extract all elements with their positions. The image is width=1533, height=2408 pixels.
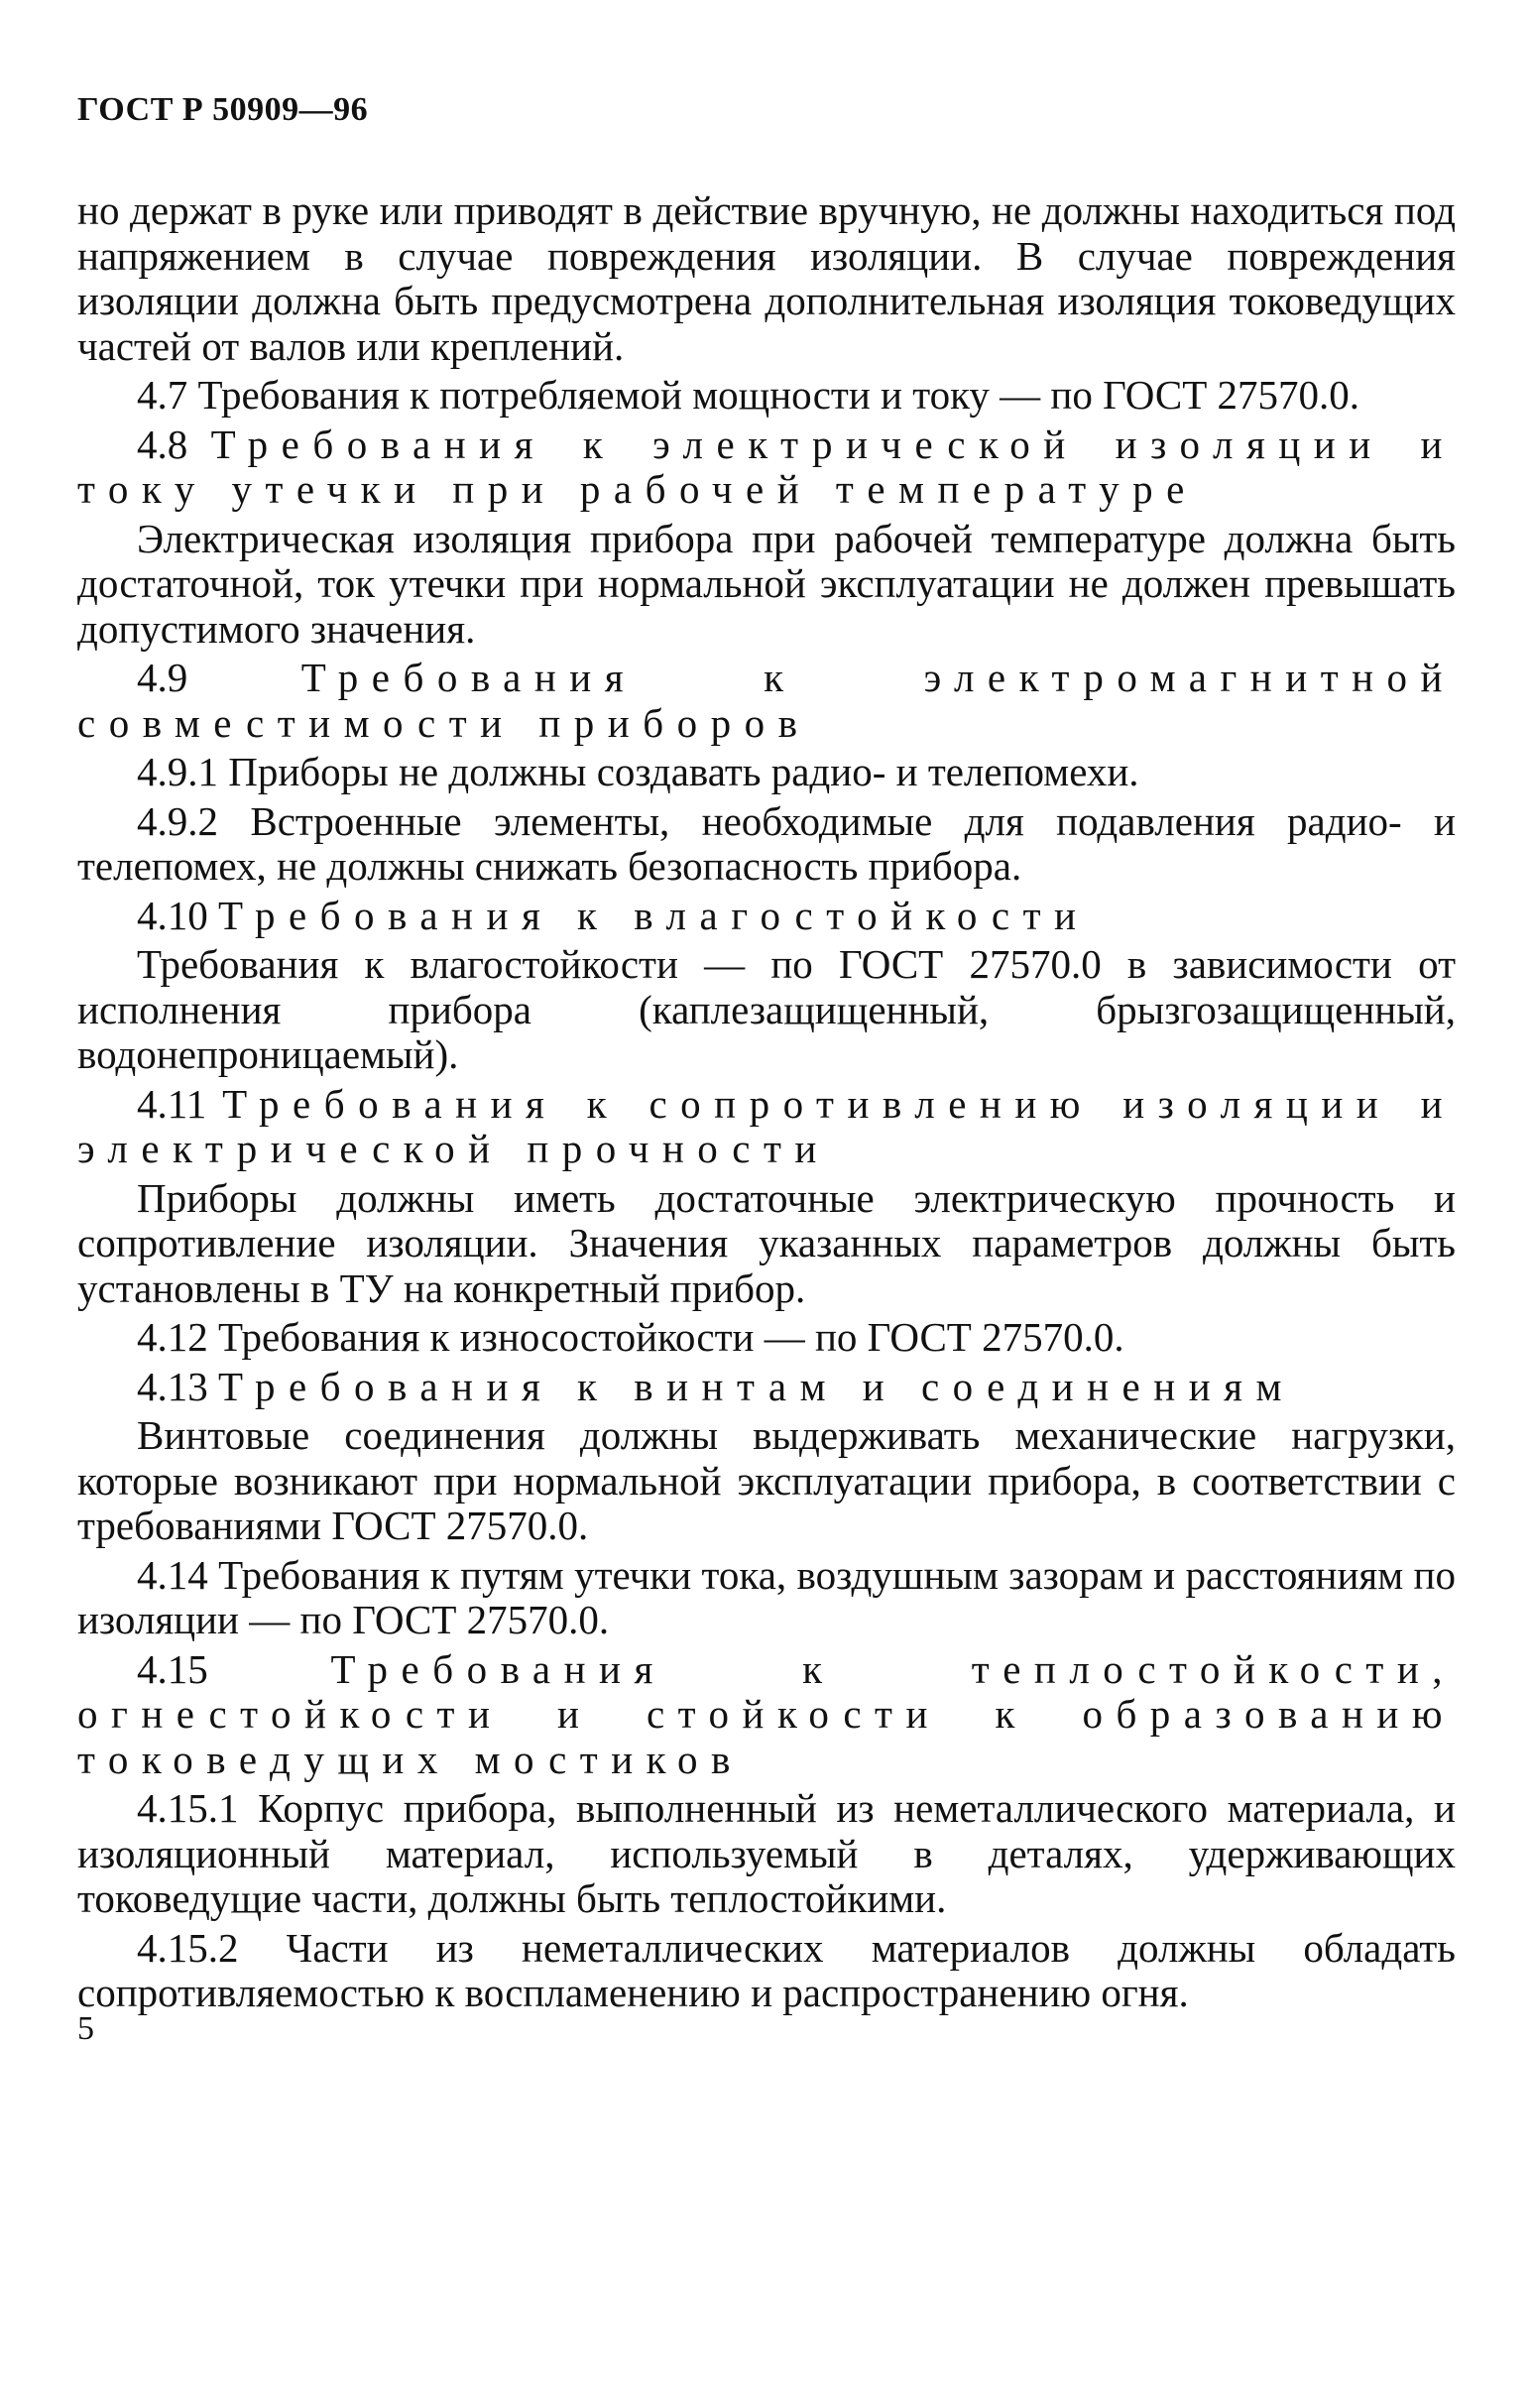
document-body (77, 188, 1456, 2020)
spaced-heading-text: Требования к теплостойкости, огнестойкости и стойкости к образованию токоведущих мостиков (77, 1645, 1457, 1782)
clause-4-11-body: Приборы должны иметь достаточные электрическую прочность и сопротивление изоляции. Значения указанных параметров должны быть установлены в ТУ на конкретный прибор. (77, 1174, 1456, 1311)
clause-4-13-heading (77, 1365, 1456, 1410)
clause-4-8-body: Электрическая изоляция прибора при рабочей температуре должна быть достаточной, ток утечки при нормальной эксплуатации не должен превышать допустимого значения. (77, 515, 1456, 652)
clause-number: 4.11 (137, 1080, 207, 1127)
clause-number: 4.10 (137, 892, 208, 938)
paragraph-continuation: но держат в руке или приводят в действие вручную, не должны находиться под напряжением в случае повреждения изоляции. В случае повреждения изоляции должна быть предусмотрена дополнительная изоляция токоведущих частей от валов или креплений. (77, 187, 1456, 369)
page-number: 5 (77, 2010, 94, 2047)
clause-number: 4.8 (137, 421, 188, 467)
spaced-heading-text: Требования к винтам и соединениям (218, 1363, 1295, 1409)
clause-number: 4.9 (137, 655, 188, 700)
spaced-heading-text: Требования к электрической изоляции и току утечки при рабочей температуре (77, 421, 1456, 512)
clause-4-10-heading (77, 894, 1456, 939)
clause-4-9-1: 4.9.1 Приборы не должны создавать радио- и телепомехи. (137, 749, 1139, 794)
clause-4-7: 4.7 Требования к потребляемой мощности и току — по ГОСТ 27570.0. (137, 372, 1360, 418)
spaced-heading-text: Требования к сопротивлению изоляции и электрической прочности (77, 1080, 1457, 1171)
clause-4-12: 4.12 Требования к износостойкости — по ГОСТ 27570.0. (137, 1314, 1124, 1360)
clause-4-9-2: 4.9.2 Встроенные элементы, необходимые для подавления радио- и телепомех, не должны снижать безопасность прибора. (77, 797, 1456, 889)
clause-4-15-1: 4.15.1 Корпус прибора, выполненный из неметаллического материала, и изоляционный материал, используемый в деталях, удерживающих токоведущие части, должны быть теплостойкими. (77, 1785, 1456, 1921)
clause-4-14: 4.14 Требования к путям утечки тока, воздушным зазорам и расстояниям по изоляции — по ГОСТ 27570.0. (77, 1551, 1456, 1642)
clause-4-8-heading (77, 422, 1456, 513)
clause-number: 4.13 (137, 1363, 208, 1409)
clause-4-9-heading (77, 656, 1456, 746)
spaced-heading-text: Требования к влагостойкости (218, 892, 1090, 938)
clause-4-15-2: 4.15.2 Части из неметаллических материалов должны обладать сопротивляемостью к воспламенению и распространению огня. (77, 1924, 1456, 2015)
clause-4-13-body: Винтовые соединения должны выдерживать механические нагрузки, которые возникают при нормальной эксплуатации прибора, в соответствии с требованиями ГОСТ 27570.0. (77, 1412, 1456, 1548)
clause-number: 4.15 (137, 1645, 208, 1692)
clause-4-15-heading (77, 1647, 1456, 1783)
spaced-heading-text: Требования к электромагнитной совместимости приборов (77, 655, 1456, 746)
document-header: ГОСТ Р 50909—96 (77, 91, 369, 128)
clause-4-10-body: Требования к влагостойкости — по ГОСТ 27570.0 в зависимости от исполнения прибора (каплезащищенный, брызгозащищенный, водонепроницаемый). (77, 941, 1456, 1077)
clause-4-11-heading (77, 1082, 1456, 1172)
